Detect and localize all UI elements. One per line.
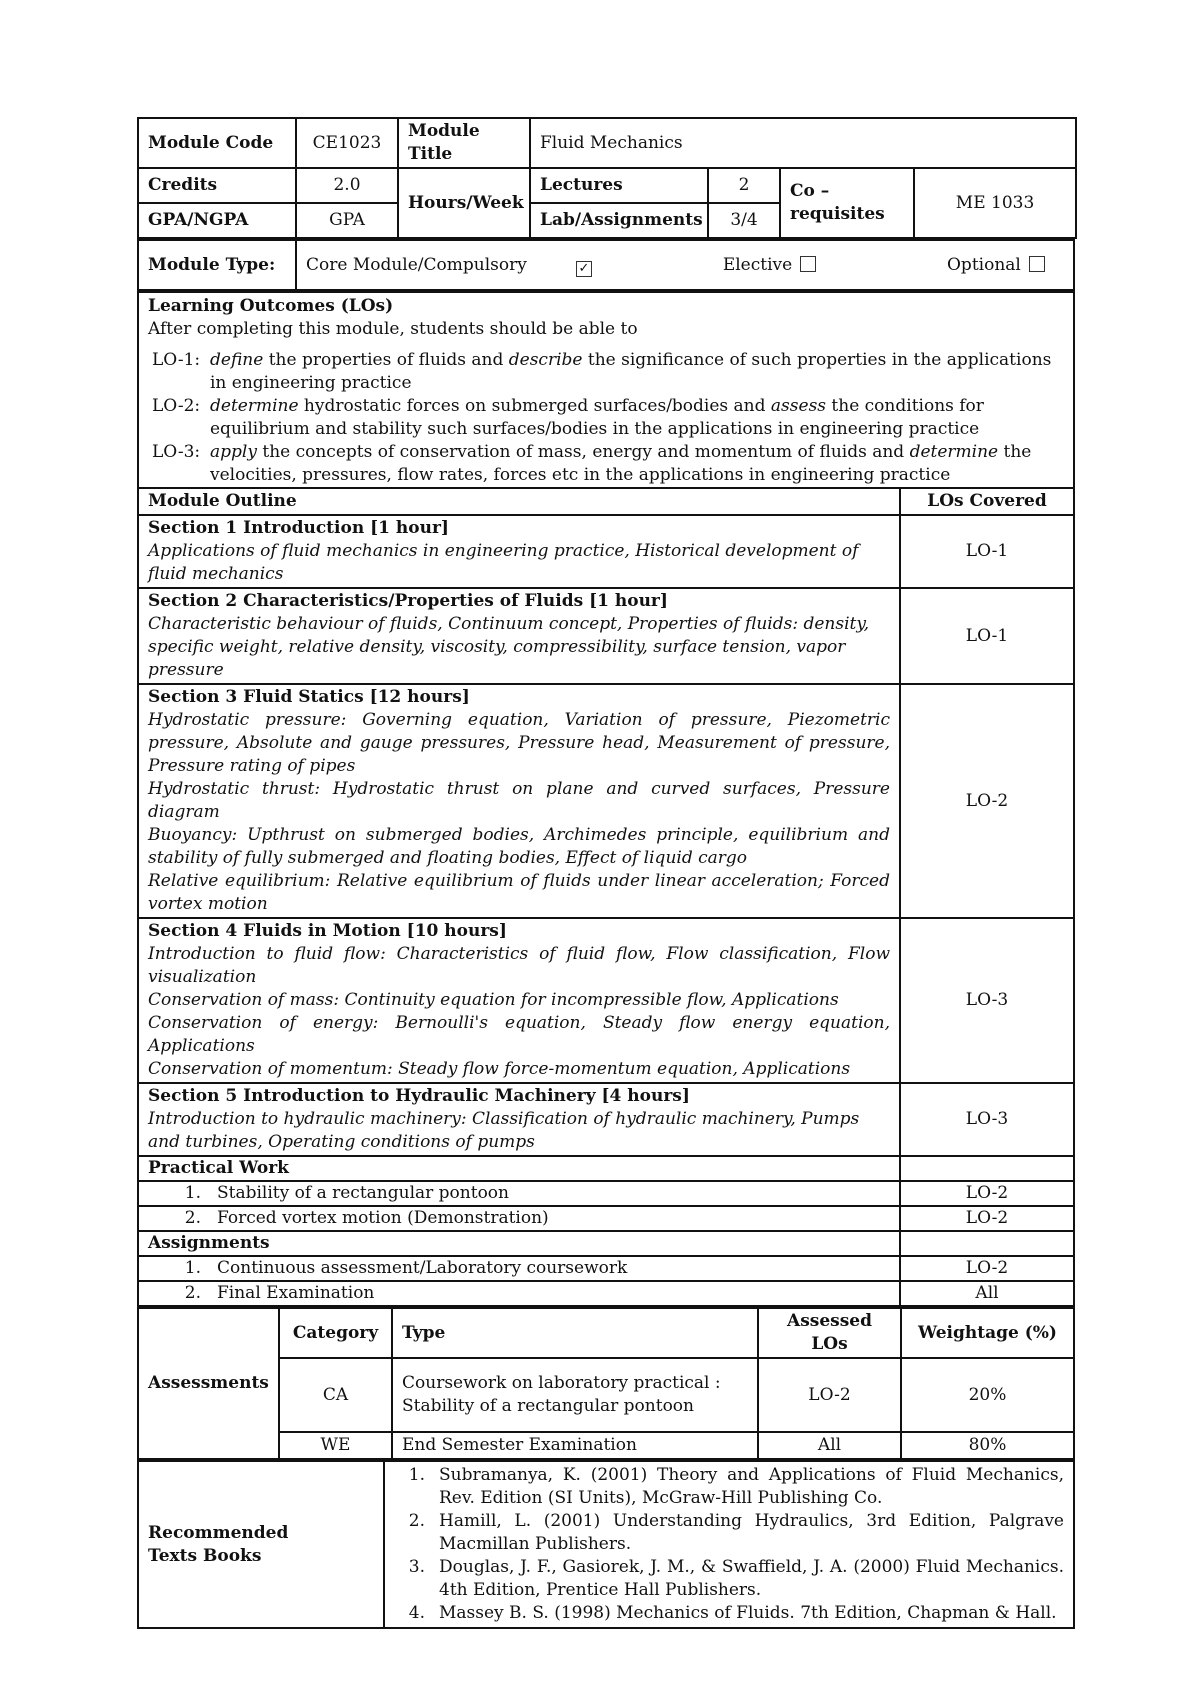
practical-work-lo-blank [900,1156,1074,1181]
practical-text: Stability of a rectangular pontoon [217,1183,509,1203]
learning-outcome-fragment: the velocities, pressures, flow rates, forces etc in the applications in engineering practice [210,442,1032,485]
optional-option-label: Optional [947,254,1021,275]
recommended-texts-label: Recommended Texts Books [138,1461,348,1628]
type-header: Type [392,1308,758,1358]
module-code-label: Module Code [138,118,296,168]
co-requisites-value: ME 1033 [914,168,1076,238]
assignments-row [138,1256,1074,1281]
outline-section-lo: LO-3 [900,918,1074,1083]
assessment-los: LO-2 [758,1358,901,1432]
assignments-lo: All [900,1281,1074,1306]
outline-section-row [138,918,1074,1083]
recommended-text-item [385,1602,1064,1625]
outline-section-line: Hydrostatic pressure: Governing equation, Variation of pressure, Piezometric pressure, Absolute and gauge pressures, Pressure head, Measurement of pressure, Pressure rating of pipes [148,710,890,776]
recommended-texts-spacer [348,1461,384,1628]
learning-outcome-text [210,441,1064,487]
learning-outcomes-title: Learning Outcomes (LOs) [148,296,394,316]
learning-outcomes [138,292,1074,488]
optional-checkbox[interactable] [1029,256,1045,272]
outline-section-line: Conservation of momentum: Steady flow force-momentum equation, Applications [148,1059,851,1079]
outline-section-content [138,515,900,588]
assessment-weight: 20% [901,1358,1074,1432]
recommended-texts-list [385,1464,1064,1625]
module-outline-title: Module Outline [138,488,900,515]
practical-row [138,1181,1074,1206]
credits-label: Credits [138,168,296,203]
credits-value: 2.0 [296,168,398,203]
assessments-label: Assessments [138,1308,279,1459]
assignments-text: Final Examination [217,1283,375,1303]
outline-section-line: Conservation of mass: Continuity equation for incompressible flow, Applications [148,990,839,1010]
practical-text: Forced vortex motion (Demonstration) [217,1208,549,1228]
learning-outcome-code: LO-1: [152,350,201,370]
lab-assignments-value: 3/4 [708,203,780,238]
assessed-los-header: Assessed LOs [758,1308,901,1358]
assessment-category: WE [279,1432,392,1459]
learning-outcome-fragment: the conditions for equilibrium and stability such surfaces/bodies in the applications in engineering practice [210,396,984,439]
recommended-text-item [385,1464,1064,1510]
learning-outcome-item [148,441,1064,487]
outline-section-row [138,1083,1074,1156]
outline-section-row [138,515,1074,588]
module-header-table [137,117,1077,239]
outline-section-content [138,684,900,918]
learning-outcome-text [210,349,1064,395]
outline-section-line: Hydrostatic thrust: Hydrostatic thrust on plane and curved surfaces, Pressure diagram [148,779,890,822]
learning-outcome-item [148,349,1064,395]
recommended-text-item [385,1556,1064,1602]
outline-section-body: Applications of fluid mechanics in engineering practice, Historical development of fluid mechanics [148,541,859,584]
assignments-number: 1. [184,1258,201,1278]
outline-section-content [138,588,900,684]
co-requisites-label: Co – requisites [780,168,914,238]
outline-section-title: Section 3 Fluid Statics [12 hours] [148,687,470,707]
lectures-value: 2 [708,168,780,203]
learning-outcomes-list [148,349,1064,487]
practical-work-title: Practical Work [138,1156,900,1181]
learning-outcome-fragment: hydrostatic forces on submerged surfaces/bodies and [298,396,771,416]
outline-section-title: Section 2 Characteristics/Properties of Fluids [1 hour] [148,591,668,611]
practical-row [138,1206,1074,1231]
outline-section-title: Section 1 Introduction [1 hour] [148,518,449,538]
core-option-label: Core Module/Compulsory [306,254,527,275]
outline-section-row [138,684,1074,918]
assignments-row [138,1281,1074,1306]
practical-lo: LO-2 [900,1181,1074,1206]
elective-option-label: Elective [722,254,793,275]
learning-outcome-code: LO-3: [152,442,201,462]
recommended-text-number: 1. [408,1465,425,1485]
recommended-text-number: 3. [408,1557,425,1577]
learning-outcome-fragment: define [210,350,264,370]
learning-outcome-fragment: determine [210,396,299,416]
recommended-text-number: 2. [408,1511,425,1531]
outline-section-line: Conservation of energy: Bernoulli's equation, Steady flow energy equation, Applications [148,1013,890,1056]
outline-section-lo: LO-1 [900,515,1074,588]
lectures-label: Lectures [530,168,708,203]
hours-week-label: Hours/Week [398,168,530,238]
module-type-options [296,240,1074,290]
practical-number: 2. [184,1208,201,1228]
assessment-type: Coursework on laboratory practical : Stability of a rectangular pontoon [392,1358,758,1432]
recommended-texts-list-cell [384,1461,1074,1628]
recommended-text-citation: Hamill, L. (2001) Understanding Hydraulics, 3rd Edition, Palgrave Macmillan Publishers. [439,1511,1064,1554]
assessment-los: All [758,1432,901,1459]
learning-outcome-fragment: determine [909,442,999,462]
learning-outcome-fragment: the properties of fluids and [263,350,509,370]
outline-section-title: Section 5 Introduction to Hydraulic Machinery [4 hours] [148,1086,690,1106]
practical-lo: LO-2 [900,1206,1074,1231]
los-covered-title: LOs Covered [900,488,1074,515]
category-header: Category [279,1308,392,1358]
weightage-header: Weightage (%) [901,1308,1074,1358]
learning-outcome-text [210,395,1064,441]
outline-section-line: Buoyancy: Upthrust on submerged bodies, Archimedes principle, equilibrium and stability of fully submerged and floating bodies, Effect of liquid cargo [148,825,890,868]
module-type-table [137,239,1075,291]
core-checkbox[interactable]: ✓ [576,261,592,277]
module-code-value: CE1023 [296,118,398,168]
assignments-number: 2. [184,1283,201,1303]
learning-outcome-fragment: the significance of such properties in the applications in engineering practice [210,350,1052,393]
outline-section-body: Introduction to hydraulic machinery: Classification of hydraulic machinery, Pumps and turbines, Operating conditions of pumps [148,1109,860,1152]
practical-item [138,1206,900,1231]
module-type-label: Module Type: [138,240,296,290]
outline-table [137,291,1075,1307]
outline-section-line: Introduction to fluid flow: Characteristics of fluid flow, Flow classification, Flow visualization [148,944,890,987]
outline-section-line: Relative equilibrium: Relative equilibrium of fluids under linear acceleration; Forced vortex motion [148,871,890,914]
outline-section-lo: LO-2 [900,684,1074,918]
learning-outcomes-intro: After completing this module, students should be able to [148,319,638,339]
module-title-value: Fluid Mechanics [530,118,1076,168]
recommended-text-citation: Massey B. S. (1998) Mechanics of Fluids. 7th Edition, Chapman & Hall. [439,1603,1057,1623]
recommended-text-citation: Douglas, J. F., Gasiorek, J. M., & Swaffield, J. A. (2000) Fluid Mechanics. 4th Edition, Prentice Hall Publishers. [439,1557,1064,1600]
assignments-title: Assignments [138,1231,900,1256]
learning-outcome-fragment: apply [210,442,257,462]
outline-section-content [138,918,900,1083]
assessment-category: CA [279,1358,392,1432]
outline-section-title: Section 4 Fluids in Motion [10 hours] [148,921,507,941]
elective-checkbox[interactable] [800,256,816,272]
recommended-text-number: 4. [408,1603,425,1623]
learning-outcome-fragment: the concepts of conservation of mass, energy and momentum of fluids and [256,442,910,462]
module-descriptor [137,117,1075,1629]
learning-outcome-fragment: assess [770,396,827,416]
recommended-texts-table [137,1460,1075,1629]
practical-item [138,1181,900,1206]
assignments-lo: LO-2 [900,1256,1074,1281]
recommended-text-item [385,1510,1064,1556]
practical-number: 1. [184,1183,201,1203]
lab-assignments-label: Lab/Assignments [530,203,708,238]
outline-section-lo: LO-3 [900,1083,1074,1156]
outline-section-lo: LO-1 [900,588,1074,684]
gpa-label: GPA/NGPA [138,203,296,238]
outline-section-content [138,1083,900,1156]
outline-section-body: Characteristic behaviour of fluids, Continuum concept, Properties of fluids: density, specific weight, relative density, viscosity, compressibility, surface tension, vapor pressure [148,614,870,680]
assignments-item [138,1281,900,1306]
learning-outcome-item [148,395,1064,441]
assessments-table [137,1307,1075,1460]
learning-outcome-fragment: describe [508,350,583,370]
assessment-type: End Semester Examination [392,1432,758,1459]
learning-outcome-code: LO-2: [152,396,201,416]
module-title-label: Module Title [398,118,530,168]
outline-section-row [138,588,1074,684]
gpa-value: GPA [296,203,398,238]
assignments-lo-blank [900,1231,1074,1256]
assignments-text: Continuous assessment/Laboratory coursework [217,1258,628,1278]
recommended-text-citation: Subramanya, K. (2001) Theory and Applications of Fluid Mechanics, Rev. Edition (SI Units), McGraw-Hill Publishing Co. [439,1465,1064,1508]
assessment-weight: 80% [901,1432,1074,1459]
assignments-item [138,1256,900,1281]
